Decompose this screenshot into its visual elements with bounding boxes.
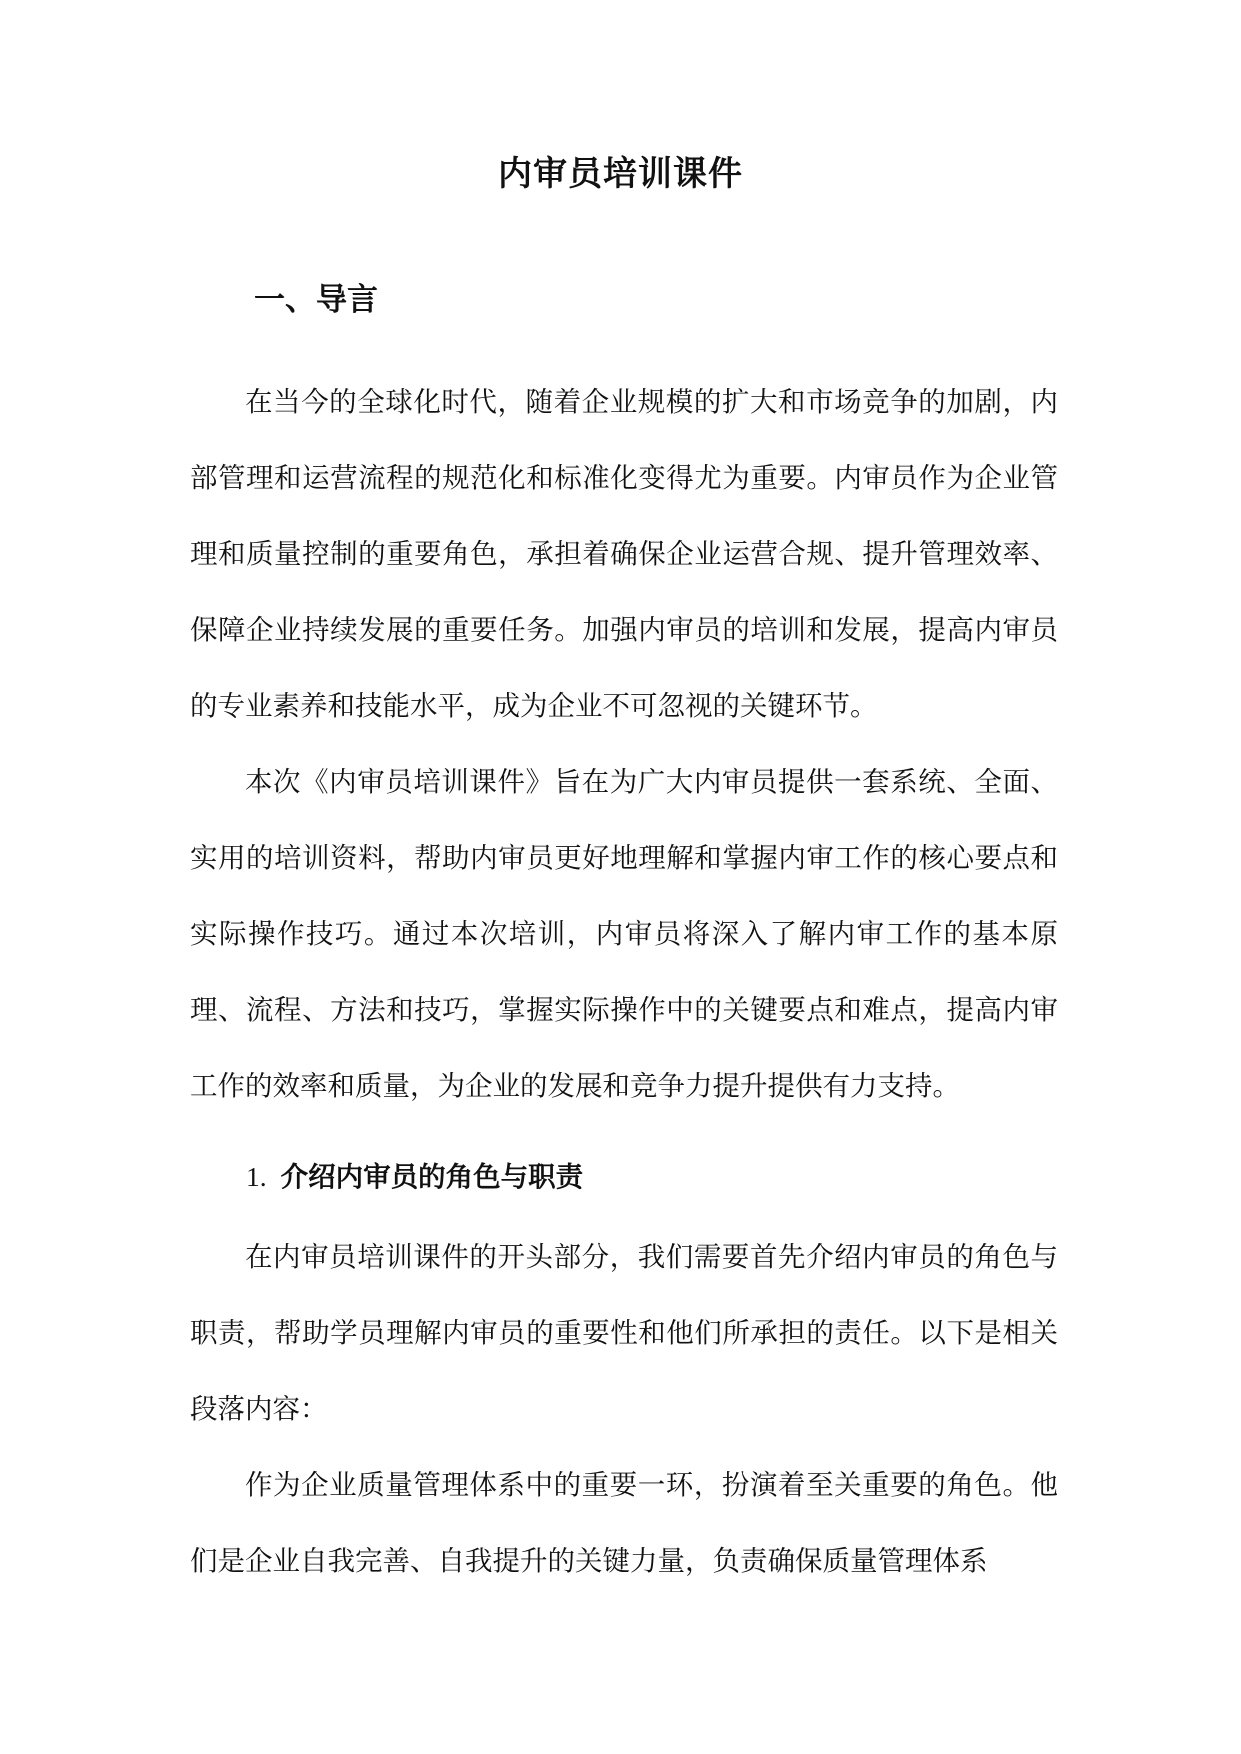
subsection-title: 介绍内审员的角色与职责 xyxy=(280,1161,584,1193)
document-title: 内审员培训课件 xyxy=(498,154,743,194)
subsection-heading-roles xyxy=(246,1157,583,1197)
introduction-body xyxy=(190,364,1058,1124)
section-heading-introduction: 一、导言 xyxy=(254,282,378,318)
subsection-number: 1. xyxy=(246,1161,267,1192)
roles-body xyxy=(190,1219,1058,1599)
roles-paragraph: 作为企业质量管理体系中的重要一环，扮演着至关重要的角色。他们是企业自我完善、自我提升的关键力量，负责确保质量管理体系 xyxy=(190,1469,1058,1577)
introduction-paragraph: 在当今的全球化时代，随着企业规模的扩大和市场竞争的加剧，内部管理和运营流程的规范化和标准化变得尤为重要。内审员作为企业管理和质量控制的重要角色，承担着确保企业运营合规、提升管理效率、保障企业持续发展的重要任务。加强内审员的培训和发展，提高内审员的专业素养和技能水平，成为企业不可忽视的关键环节。 xyxy=(190,386,1058,722)
introduction-paragraph: 本次《内审员培训课件》旨在为广大内审员提供一套系统、全面、实用的培训资料，帮助内审员更好地理解和掌握内审工作的核心要点和实际操作技巧。通过本次培训，内审员将深入了解内审工作的基本原理、流程、方法和技巧，掌握实际操作中的关键要点和难点，提高内审工作的效率和质量，为企业的发展和竞争力提升提供有力支持。 xyxy=(190,766,1058,1102)
roles-paragraph: 在内审员培训课件的开头部分，我们需要首先介绍内审员的角色与职责，帮助学员理解内审员的重要性和他们所承担的责任。以下是相关段落内容： xyxy=(190,1241,1058,1425)
